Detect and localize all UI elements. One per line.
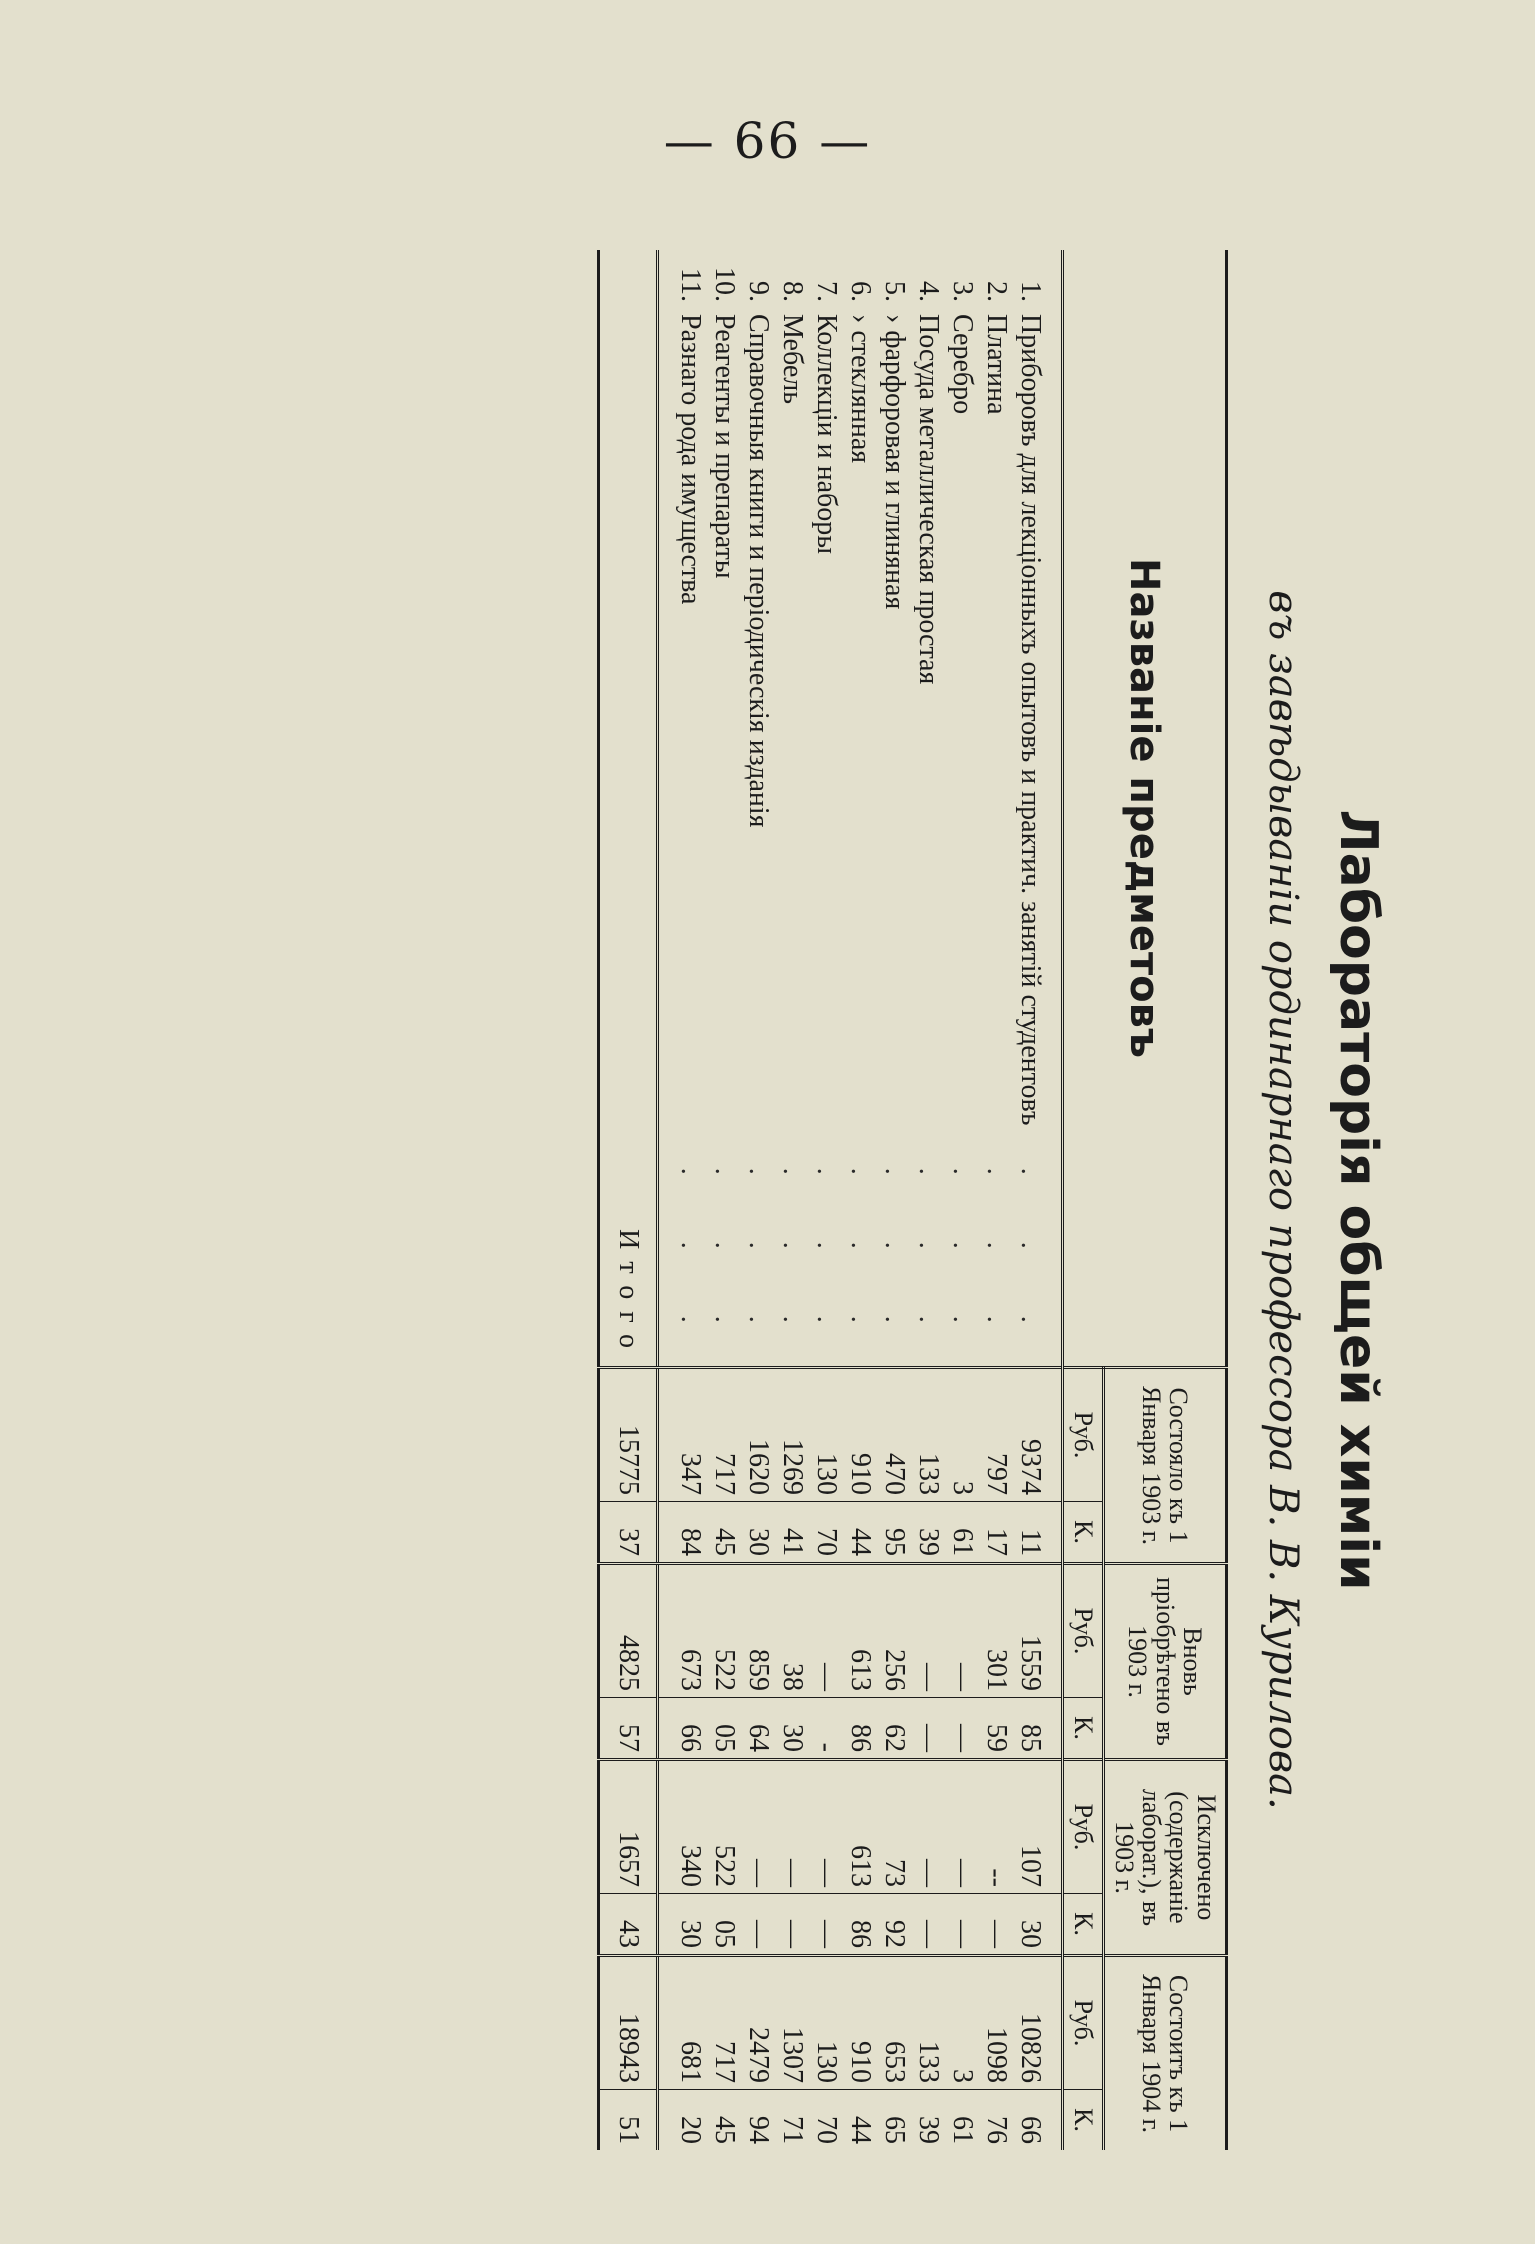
rub-value: 130 <box>809 1368 843 1502</box>
rub-value: — <box>911 1564 945 1698</box>
rub-value: 1098 <box>979 1956 1013 2090</box>
total-value: 15775 <box>599 1368 658 1502</box>
leader-dots: . . . <box>1015 1167 1046 1353</box>
table-row <box>911 250 945 2150</box>
item-name: Посуда металлическая простая <box>913 314 944 685</box>
kop-value: 84 <box>658 1502 708 1564</box>
row-number: 2. <box>981 281 1012 302</box>
item-name: Коллекціи и наборы <box>811 314 842 555</box>
kop-value: 41 <box>775 1502 809 1564</box>
rub-value: 613 <box>843 1564 877 1698</box>
rub-header: Руб. <box>1063 1956 1104 2090</box>
kop-value: — <box>809 1894 843 1956</box>
kop-value: 94 <box>741 2090 775 2151</box>
row-number: 11. <box>675 268 706 302</box>
inventory-sheet <box>218 250 1398 2150</box>
rub-value: 10826 <box>1013 1956 1063 2090</box>
kop-value: 76 <box>979 2090 1013 2151</box>
rub-value: 653 <box>877 1956 911 2090</box>
rub-value: 1559 <box>1013 1564 1063 1698</box>
total-value: 43 <box>599 1894 658 1956</box>
leader-dots: . . . <box>845 1167 876 1353</box>
kop-value: 05 <box>707 1698 741 1760</box>
kop-value: 92 <box>877 1894 911 1956</box>
total-row <box>599 250 658 2150</box>
item-name: Приборовъ для лекціонныхъ опытовъ и практич. занятій студентовъ <box>1015 314 1046 1126</box>
row-number: 8. <box>777 281 808 302</box>
leader-dots: . . . <box>709 1167 740 1353</box>
table-row <box>658 250 708 2150</box>
kop-value: 45 <box>707 2090 741 2151</box>
kop-value: 44 <box>843 1502 877 1564</box>
item-name: › фарфоровая и глиняная <box>879 314 910 610</box>
kop-value: 86 <box>843 1698 877 1760</box>
kop-value: 30 <box>775 1698 809 1760</box>
rub-value: 522 <box>707 1760 741 1894</box>
rub-value: 347 <box>658 1368 708 1502</box>
inventory-table <box>597 250 1228 2150</box>
rub-value: 1307 <box>775 1956 809 2090</box>
rub-value: 107 <box>1013 1760 1063 1894</box>
table-row <box>945 250 979 2150</box>
rub-value: — <box>741 1760 775 1894</box>
item-name: Платина <box>981 314 1012 415</box>
table-row <box>979 250 1013 2150</box>
row-number: 5. <box>879 281 910 302</box>
rub-header: Руб. <box>1063 1564 1104 1698</box>
column-header-start-1904: Состоитъ къ 1 Января 1904 г. <box>1104 1956 1227 2151</box>
leader-dots: . . . <box>811 1167 842 1353</box>
kop-header: К. <box>1063 1502 1104 1564</box>
leader-dots: . . . <box>981 1167 1012 1353</box>
kop-value: 44 <box>843 2090 877 2151</box>
rub-value: 859 <box>741 1564 775 1698</box>
leader-dots: . . . <box>879 1167 910 1353</box>
kop-value: — <box>775 1894 809 1956</box>
kop-value: - <box>809 1698 843 1760</box>
kop-value: 39 <box>911 1502 945 1564</box>
rub-value: — <box>775 1760 809 1894</box>
table-row <box>809 250 843 2150</box>
total-value: 4825 <box>599 1564 658 1698</box>
rub-value: 797 <box>979 1368 1013 1502</box>
rub-value: -- <box>979 1760 1013 1894</box>
table-row <box>1013 250 1063 2150</box>
rub-value: 1269 <box>775 1368 809 1502</box>
rub-value: 2479 <box>741 1956 775 2090</box>
row-number: 1. <box>1015 281 1046 302</box>
total-value: 51 <box>599 2090 658 2151</box>
column-header-start-1903: Состояло къ 1 Января 1903 г. <box>1104 1368 1227 1564</box>
rub-value: 522 <box>707 1564 741 1698</box>
kop-value: 59 <box>979 1698 1013 1760</box>
rub-value: 38 <box>775 1564 809 1698</box>
rub-value: 130 <box>809 1956 843 2090</box>
kop-value: 62 <box>877 1698 911 1760</box>
item-name: Мебель <box>777 314 808 405</box>
rub-value: 910 <box>843 1368 877 1502</box>
rub-value: 910 <box>843 1956 877 2090</box>
kop-value: 39 <box>911 2090 945 2151</box>
row-number: 6. <box>845 281 876 302</box>
kop-value: 70 <box>809 1502 843 1564</box>
table-row <box>843 250 877 2150</box>
rub-value: 717 <box>707 1956 741 2090</box>
kop-value: — <box>945 1894 979 1956</box>
rub-value: — <box>809 1760 843 1894</box>
kop-value: 66 <box>1013 2090 1063 2151</box>
column-header-acquired-1903: Вновь пріобрѣтено въ 1903 г. <box>1104 1564 1227 1760</box>
item-name: Серебро <box>947 314 978 415</box>
table-row <box>707 250 741 2150</box>
leader-dots: . . . <box>743 1167 774 1353</box>
page-number: — 66 — <box>663 112 872 170</box>
table-body <box>658 250 1063 2150</box>
row-number: 3. <box>947 281 978 302</box>
row-number: 4. <box>913 281 944 302</box>
rub-header: Руб. <box>1063 1368 1104 1502</box>
kop-value: 64 <box>741 1698 775 1760</box>
kop-value: — <box>911 1894 945 1956</box>
item-name: Реагенты и препараты <box>709 314 740 579</box>
rub-value: 9374 <box>1013 1368 1063 1502</box>
kop-value: 30 <box>658 1894 708 1956</box>
rub-value: — <box>945 1760 979 1894</box>
total-label: Итого <box>599 250 658 1368</box>
table-row <box>877 250 911 2150</box>
item-name: › стеклянная <box>845 314 876 464</box>
kop-value: 65 <box>877 2090 911 2151</box>
leader-dots: . . . <box>777 1167 808 1353</box>
row-number: 10. <box>709 267 740 302</box>
rub-value: 3 <box>945 1368 979 1502</box>
item-name: Разнаго рода имущества <box>675 314 706 605</box>
kop-value: 30 <box>1013 1894 1063 1956</box>
leader-dots: . . . <box>913 1167 944 1353</box>
table-row <box>775 250 809 2150</box>
total-value: 57 <box>599 1698 658 1760</box>
row-number: 7. <box>811 281 842 302</box>
rub-value: — <box>809 1564 843 1698</box>
column-header-name: Названіе предметовъ <box>1063 250 1227 1368</box>
total-value: 37 <box>599 1502 658 1564</box>
kop-value: 71 <box>775 2090 809 2151</box>
rub-value: 3 <box>945 1956 979 2090</box>
total-value: 18943 <box>599 1956 658 2090</box>
kop-value: — <box>911 1698 945 1760</box>
column-header-excluded-1903: Исключено (содержаніе лаборат.), въ 1903 г. <box>1104 1760 1227 1956</box>
kop-header: К. <box>1063 2090 1104 2151</box>
rub-value: 256 <box>877 1564 911 1698</box>
kop-value: — <box>945 1698 979 1760</box>
rub-value: 73 <box>877 1760 911 1894</box>
rub-value: 613 <box>843 1760 877 1894</box>
rub-value: 1620 <box>741 1368 775 1502</box>
kop-value: 66 <box>658 1698 708 1760</box>
rub-value: 470 <box>877 1368 911 1502</box>
leader-dots: . . . <box>947 1167 978 1353</box>
kop-value: 85 <box>1013 1698 1063 1760</box>
kop-header: К. <box>1063 1698 1104 1760</box>
kop-value: 11 <box>1013 1502 1063 1564</box>
kop-value: 45 <box>707 1502 741 1564</box>
kop-value: 30 <box>741 1502 775 1564</box>
kop-value: 95 <box>877 1502 911 1564</box>
rub-value: 133 <box>911 1368 945 1502</box>
page-title: Лабораторія общей химіи <box>1328 809 1388 1591</box>
kop-value: 17 <box>979 1502 1013 1564</box>
item-name: Справочныя книги и періодическія изданія <box>743 314 774 828</box>
rub-value: 301 <box>979 1564 1013 1698</box>
rub-value: 673 <box>658 1564 708 1698</box>
rub-value: 340 <box>658 1760 708 1894</box>
kop-value: — <box>979 1894 1013 1956</box>
page-subtitle: въ завѣдыванiи ординарнаго профессора В. В. Курилова. <box>1260 590 1306 1810</box>
table-row <box>741 250 775 2150</box>
rub-value: — <box>911 1760 945 1894</box>
rub-value: 717 <box>707 1368 741 1502</box>
rub-header: Руб. <box>1063 1760 1104 1894</box>
leader-dots: . . . <box>675 1167 706 1353</box>
kop-value: 61 <box>945 2090 979 2151</box>
row-number: 9. <box>743 281 774 302</box>
kop-value: 86 <box>843 1894 877 1956</box>
rub-value: — <box>945 1564 979 1698</box>
kop-value: — <box>741 1894 775 1956</box>
kop-value: 05 <box>707 1894 741 1956</box>
rub-value: 133 <box>911 1956 945 2090</box>
kop-value: 20 <box>658 2090 708 2151</box>
rub-value: 681 <box>658 1956 708 2090</box>
kop-header: К. <box>1063 1894 1104 1956</box>
total-value: 1657 <box>599 1760 658 1894</box>
kop-value: 70 <box>809 2090 843 2151</box>
kop-value: 61 <box>945 1502 979 1564</box>
